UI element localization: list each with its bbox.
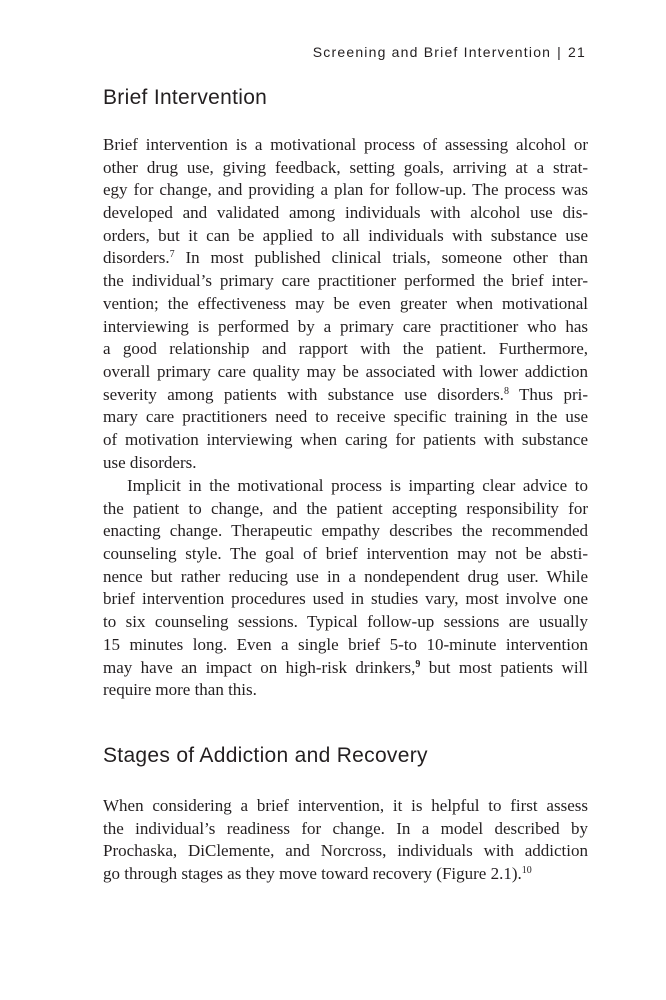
text-line: When considering a brief intervention, it is helpful to first assess: [103, 796, 588, 815]
text-line: the individual’s readiness for change. In a model described by: [103, 818, 588, 838]
section-heading-brief-intervention: Brief Intervention: [103, 86, 268, 109]
text-line: Prochaska, DiClemente, and Norcross, individuals with addiction: [103, 841, 588, 861]
text-line: orders, but it can be applied to all individuals with substance use: [103, 225, 588, 245]
text-line: [103, 247, 588, 270]
text-line: vention; the effectiveness may be even greater when motivational: [103, 293, 588, 313]
paragraph-brief-intervention-2: [103, 475, 588, 702]
text-line: to six counseling sessions. Typical follow-up sessions are usually: [103, 612, 588, 632]
text-line: developed and validated among individuals with alcohol use dis-: [103, 203, 588, 223]
text-line: [103, 863, 588, 886]
text-line: overall primary care quality may be associated with lower addiction: [103, 361, 588, 381]
text-run: but most patients will: [420, 657, 589, 677]
text-line: require more than this.: [103, 680, 257, 700]
text-run: In most published clinical trials, someone other than: [174, 248, 588, 268]
text-line: Brief intervention is a motivational process of assessing alcohol or: [103, 135, 588, 154]
running-head-title: Screening and Brief Intervention: [312, 44, 552, 60]
text-line: mary care practitioners need to receive specific training in the use: [103, 407, 588, 427]
text-line: brief intervention procedures used in studies vary, most involve one: [103, 589, 588, 609]
text-line: of motivation interviewing when caring for patients with substance: [103, 429, 588, 449]
text-line: [103, 657, 588, 680]
text-run: Thus pri-: [508, 384, 588, 404]
running-head: [313, 44, 586, 60]
text-line: nence but rather reducing use in a nondependent drug user. While: [103, 566, 588, 586]
footnote-ref-8: 8: [503, 385, 509, 397]
footnote-ref-9: 9: [415, 658, 421, 670]
running-head-separator: |: [557, 44, 563, 60]
section-heading-stages: Stages of Addiction and Recovery: [103, 744, 428, 767]
text-run: go through stages as they move toward recovery (Figure 2.1).: [103, 864, 522, 884]
paragraph-brief-intervention-1: [103, 134, 588, 474]
text-line: a good relationship and rapport with the patient. Furthermore,: [103, 339, 588, 359]
paragraph-stages-1: [103, 795, 588, 886]
page-number: 21: [568, 44, 586, 60]
text-line: 15 minutes long. Even a single brief 5-to 10-minute intervention: [103, 634, 588, 654]
text-line: Implicit in the motivational process is imparting clear advice to: [127, 476, 588, 495]
text-line: [103, 384, 588, 407]
text-line: the patient to change, and the patient accepting responsibility for: [103, 498, 588, 518]
text-run: may have an impact on high-risk drinkers,: [103, 657, 416, 677]
text-line: the individual’s primary care practitioner performed the brief inter-: [103, 271, 588, 291]
footnote-ref-10: 10: [521, 865, 532, 877]
text-line: enacting change. Therapeutic empathy describes the recommended: [103, 521, 588, 541]
text-line: use disorders.: [103, 452, 197, 472]
text-run: severity among patients with substance use disorders.: [103, 384, 504, 404]
text-line: other drug use, giving feedback, setting goals, arriving at a strat-: [103, 157, 588, 177]
text-line: counseling style. The goal of brief intervention may not be absti-: [103, 544, 588, 564]
text-line: interviewing is performed by a primary care practitioner who has: [103, 316, 588, 336]
text-run: disorders.: [103, 248, 170, 268]
footnote-ref-7: 7: [169, 249, 175, 261]
text-line: egy for change, and providing a plan for follow-up. The process was: [103, 180, 588, 200]
